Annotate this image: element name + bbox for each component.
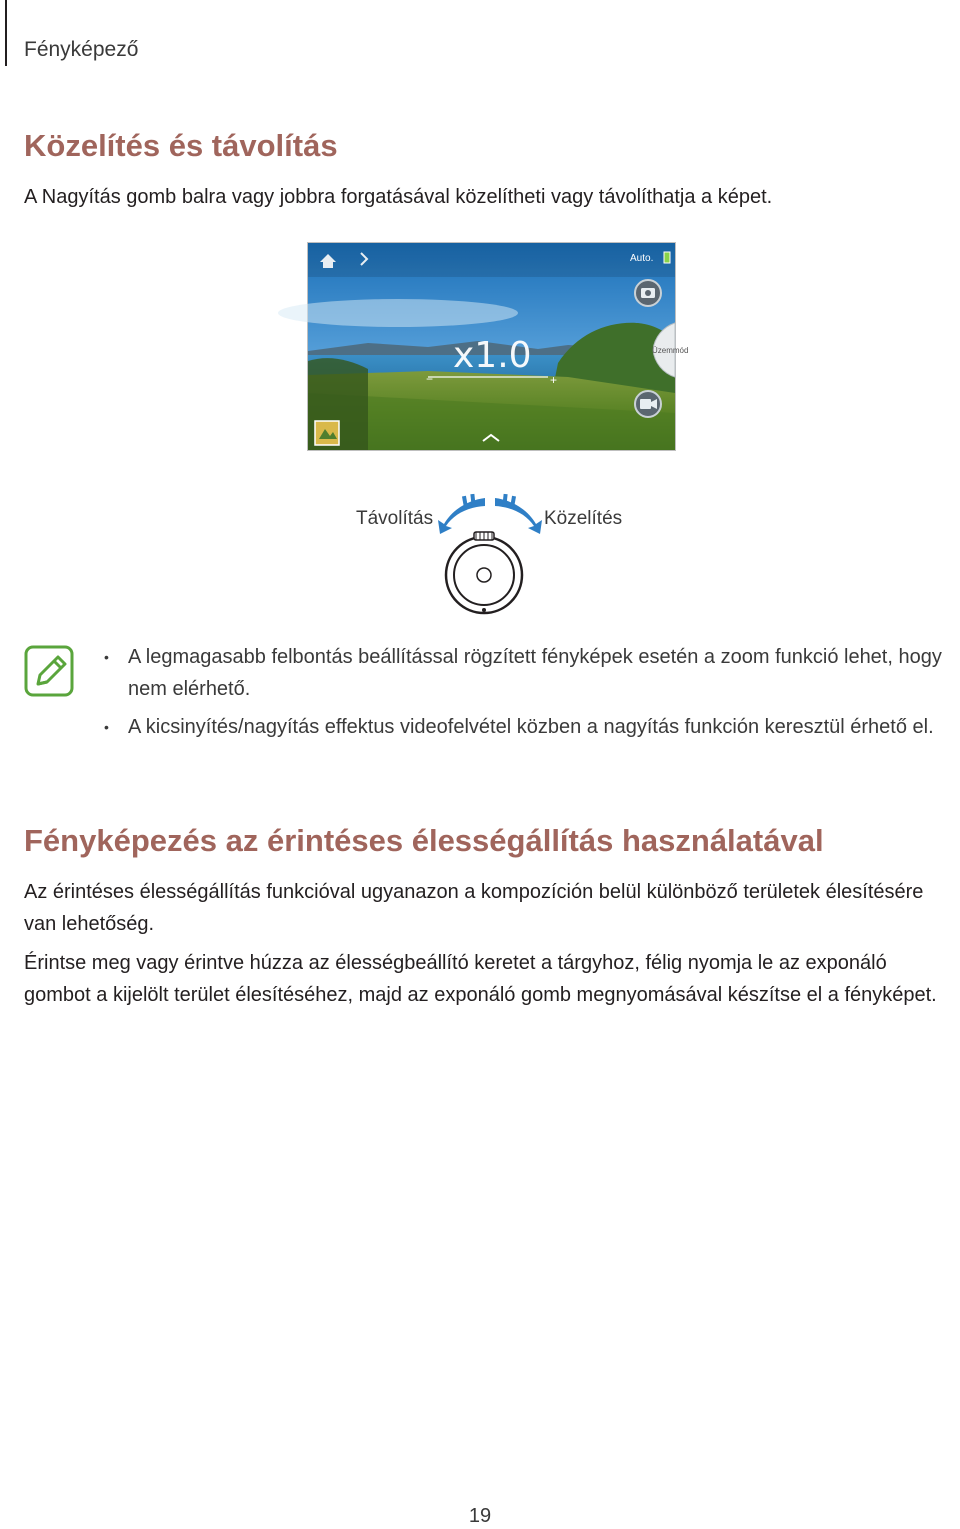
video-icon[interactable] (635, 391, 661, 417)
section-heading-touch-focus: Fényképezés az érintéses élességállítás használatával (24, 823, 824, 858)
camera-icon[interactable] (635, 280, 661, 306)
rotate-left-arrow-icon (438, 494, 485, 534)
zoom-ring-icon (446, 532, 522, 613)
section-paragraph: Az érintéses élességállítás funkcióval ugyanazon a kompozíción belül különböző területek élesítésére van lehetőség. (24, 881, 924, 935)
rotate-right-arrow-icon (495, 494, 542, 534)
zoom-plus: + (550, 373, 558, 387)
camera-screenshot (307, 242, 689, 451)
header-rule (5, 0, 7, 66)
note-list (104, 641, 944, 749)
section-heading-zoom: Közelítés és távolítás (24, 128, 338, 163)
page-number: 19 (468, 1505, 492, 1527)
battery-icon (664, 252, 670, 263)
zoom-minus: − (426, 372, 434, 386)
zoom-in-label: Közelítés (544, 508, 623, 529)
bullet-icon: • (104, 649, 109, 665)
mode-button-label: Üzemmód (652, 346, 689, 355)
bullet-icon: • (104, 719, 109, 735)
mode-label: Auto. (630, 253, 654, 264)
chapter-title: Fényképező (24, 38, 139, 61)
note-item: • A legmagasabb felbontás beállítással rögzített fényképek esetén a zoom funkció lehet, hogy nem elérhető. (104, 641, 944, 705)
section-intro: A Nagyítás gomb balra vagy jobbra forgatásával közelítheti vagy távolíthatja a képet. (24, 186, 773, 208)
zoom-ring-figure (340, 486, 640, 616)
note-pencil-icon (24, 644, 76, 698)
zoom-value: x1.0 (453, 335, 532, 376)
section-paragraph: Érintse meg vagy érintve húzza az élességbeállító keretet a tárgyhoz, félig nyomja le az exponáló gombot a kijelölt terület élesítéséhez, majd az exponáló gomb megnyomásával készítse el a fényképet. (24, 952, 937, 1006)
note-item: • A kicsinyítés/nagyítás effektus videofelvétel közben a nagyítás funkción keresztül érhető el. (104, 711, 944, 743)
gallery-thumbnail-icon[interactable] (315, 421, 339, 445)
zoom-out-label: Távolítás (356, 508, 434, 529)
